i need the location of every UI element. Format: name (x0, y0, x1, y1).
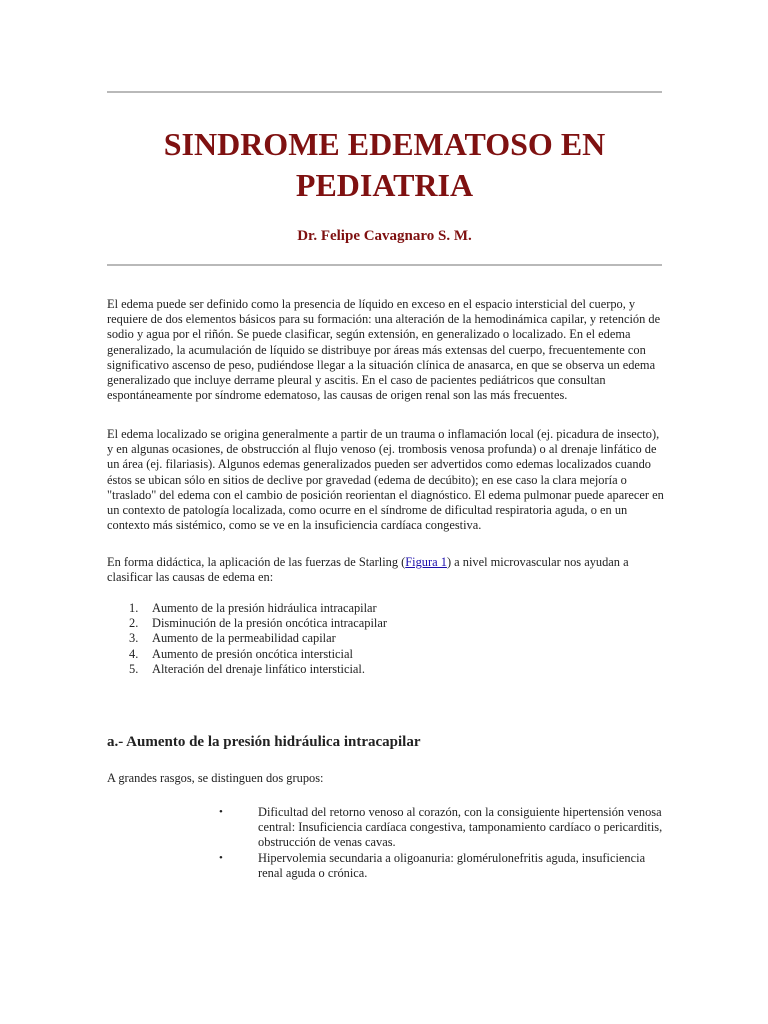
list-item (107, 647, 387, 662)
bullet-item-text: Dificultad del retorno venoso al corazón, con la consiguiente hipertensión venosa central: Insuficiencia cardíaca congestiva, tamponamiento cardíaco o pericarditis, obstrucción de venas cavas. (258, 805, 663, 850)
list-item-number: 1. (129, 601, 139, 615)
bullet-item-text: Hipervolemia secundaria a oligoanuria: glomérulonefritis aguda, insuficiencia renal aguda o crónica. (258, 850, 646, 880)
starling-text-after: ) a nivel microvascular nos ayudan a clasificar las causas de edema en: (107, 555, 629, 585)
bullet-item (219, 805, 663, 851)
figure-1-link[interactable]: Figura 1 (405, 555, 447, 569)
list-item-text: Disminución de la presión oncótica intracapilar (152, 616, 387, 631)
section-a-heading: a.- Aumento de la presión hidráulica intracapilar (107, 734, 421, 750)
causes-list (107, 601, 387, 677)
bullet-icon: • (219, 851, 223, 864)
bullet-item (219, 850, 663, 881)
list-item-text: Aumento de presión oncótica intersticial (152, 646, 353, 661)
section-a-intro: A grandes rasgos, se distinguen dos grupos: (107, 771, 324, 785)
author-line: Dr. Felipe Cavagnaro S. M. (297, 228, 472, 244)
list-item-text: Aumento de la permeabilidad capilar (152, 631, 336, 646)
list-item-number: 2. (129, 616, 139, 631)
localized-edema-paragraph: El edema localizado se origina generalmente a partir de un trauma o inflamación local (ej. picadura de insecto), y en algunas ocasiones, de obstrucción al flujo venoso (ej. trombosis venosa profunda) o al drenaje linfático de un área (ej. filariasis). Algunos edemas generalizados pueden ser advertidos como edemas localizados cuando éstos se ubican sólo en sitios de declive por gravedad (edema de decúbito); en ese caso la clara mejoría o "traslado" del edema con el cambio de posición reorientan el diagnóstico. El edema pulmonar puede aparecer en un contexto de patología localizada, como ocurre en el síndrome de dificultad respiratoria aguda, o en un contexto más sistémico, como se ve en la insuficiencia cardíaca congestiva. (107, 427, 664, 533)
starling-text-before: En forma didáctica, la aplicación de las fuerzas de Starling ( (107, 555, 406, 569)
top-divider (107, 91, 662, 93)
list-item (107, 616, 387, 631)
list-item (107, 631, 387, 646)
starling-paragraph (107, 555, 667, 585)
list-item (107, 601, 387, 616)
list-item-number: 4. (129, 646, 139, 661)
page-title: SINDROME EDEMATOSO EN PEDIATRIA (163, 126, 606, 203)
title-divider (107, 264, 662, 266)
groups-list (219, 805, 663, 881)
bullet-icon: • (219, 806, 223, 818)
list-item (107, 662, 387, 677)
intro-paragraph: El edema puede ser definido como la presencia de líquido en exceso en el espacio intersticial del cuerpo, y requiere de dos elementos básicos para su formación: una alteración de la hemodinámica capilar, y retención de sodio y agua por el riñón. Se puede clasificar, según extensión, en generalizado o localizado. En el edema generalizado, la acumulación de líquido se distribuye por áreas más extensas del cuerpo, frecuentemente con significativo ascenso de peso, pudiéndose llegar a la situación clínica de anasarca, en que se observa un edema generalizado que incluye derrame pleural y ascitis. En el caso de pacientes pediátricos que consultan espontáneamente por síndrome edematoso, las causas de origen renal son las más frecuentes. (107, 297, 661, 403)
list-item-text: Alteración del drenaje linfático intersticial. (152, 661, 365, 676)
list-item-text: Aumento de la presión hidráulica intracapilar (152, 601, 377, 615)
list-item-number: 3. (129, 631, 139, 646)
list-item-number: 5. (129, 661, 139, 676)
